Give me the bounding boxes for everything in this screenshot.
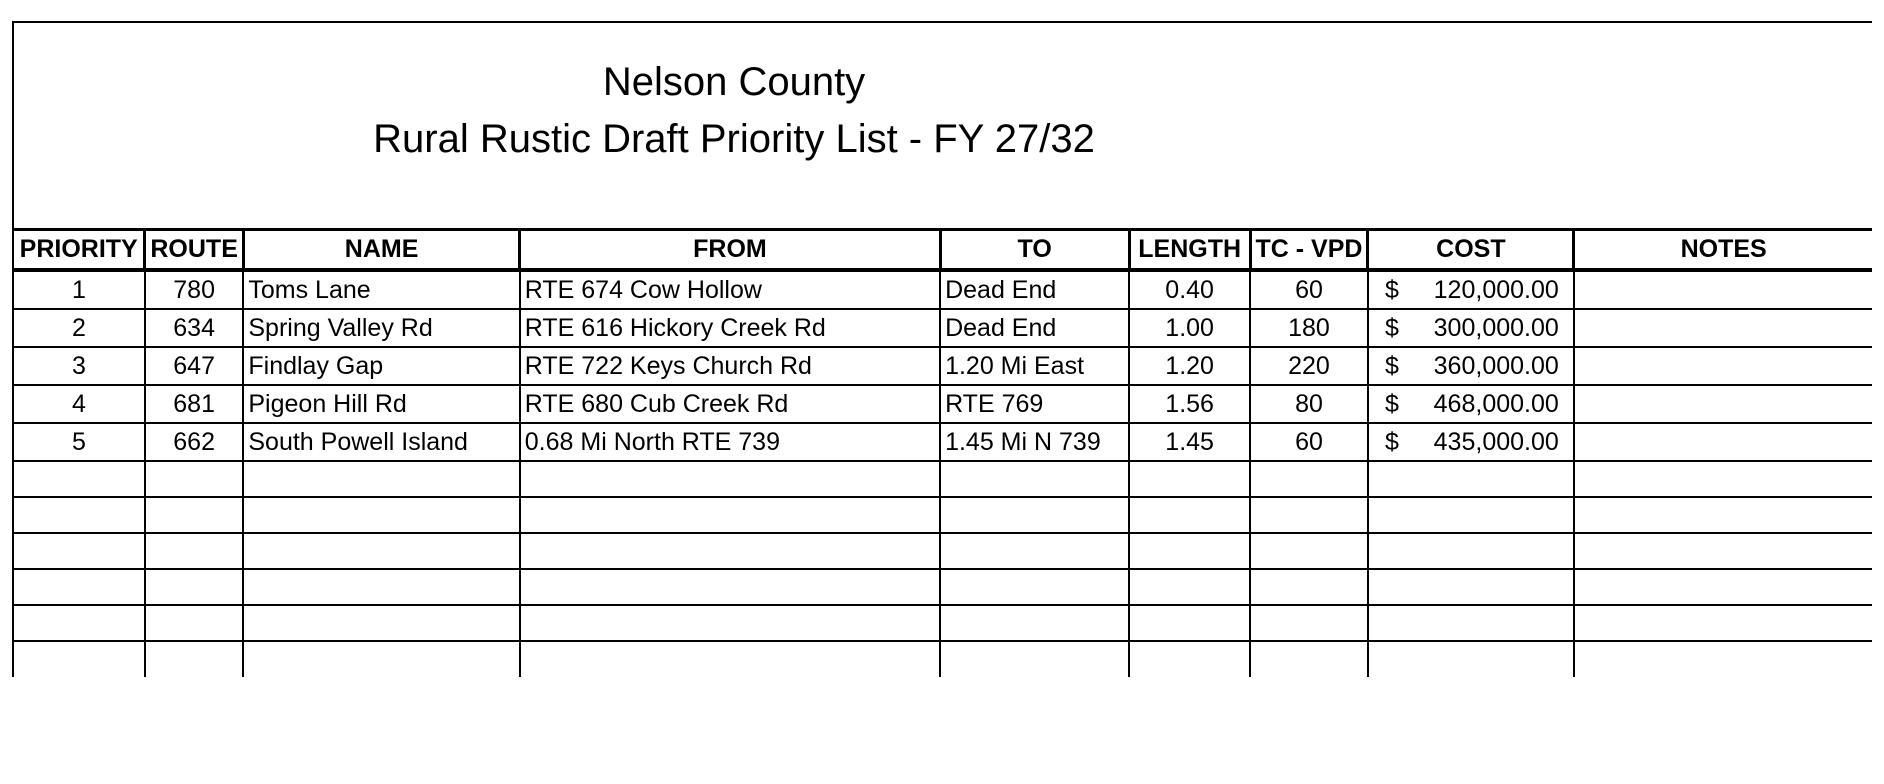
cost-currency-symbol: $ bbox=[1384, 313, 1399, 342]
priority-table bbox=[14, 228, 1872, 677]
cell-name: South Powell Island bbox=[243, 423, 519, 461]
empty-table-row bbox=[14, 497, 1872, 533]
cost-currency-symbol: $ bbox=[1384, 351, 1399, 380]
cost-currency-symbol: $ bbox=[1384, 427, 1399, 456]
table-row bbox=[14, 423, 1872, 461]
cell-to: 1.20 Mi East bbox=[940, 347, 1129, 385]
cell-name: Toms Lane bbox=[243, 270, 519, 309]
cell-notes-empty bbox=[1574, 641, 1872, 677]
list-title: Rural Rustic Draft Priority List - FY 27/32 bbox=[373, 117, 1095, 161]
header-name: NAME bbox=[243, 230, 519, 270]
cell-tc-vpd-empty bbox=[1250, 605, 1368, 641]
cost-amount: 435,000.00 bbox=[1433, 427, 1559, 456]
cell-tc-vpd-empty bbox=[1250, 497, 1368, 533]
header-route: ROUTE bbox=[145, 230, 244, 270]
cell-notes bbox=[1574, 347, 1872, 385]
cell-cost bbox=[1368, 347, 1574, 385]
cost-amount: 360,000.00 bbox=[1433, 351, 1559, 380]
cell-to: Dead End bbox=[940, 270, 1129, 309]
cell-cost-empty bbox=[1368, 497, 1574, 533]
table-body bbox=[14, 270, 1872, 677]
cell-priority: 3 bbox=[14, 347, 145, 385]
cell-route-empty bbox=[145, 497, 244, 533]
cell-notes-empty bbox=[1574, 533, 1872, 569]
cell-cost-empty bbox=[1368, 641, 1574, 677]
cell-to: RTE 769 bbox=[940, 385, 1129, 423]
spreadsheet-page bbox=[12, 21, 1872, 677]
cell-from-empty bbox=[520, 461, 940, 497]
cell-tc-vpd: 220 bbox=[1250, 347, 1368, 385]
cell-tc-vpd: 60 bbox=[1250, 423, 1368, 461]
cell-length: 1.00 bbox=[1129, 309, 1250, 347]
cell-route: 647 bbox=[145, 347, 244, 385]
cell-route-empty bbox=[145, 569, 244, 605]
table-row bbox=[14, 309, 1872, 347]
cell-priority: 4 bbox=[14, 385, 145, 423]
cell-cost bbox=[1368, 309, 1574, 347]
cell-length-empty bbox=[1129, 605, 1250, 641]
cell-notes-empty bbox=[1574, 497, 1872, 533]
cell-notes bbox=[1574, 270, 1872, 309]
empty-table-row bbox=[14, 569, 1872, 605]
cell-to-empty bbox=[940, 533, 1129, 569]
table-row bbox=[14, 270, 1872, 309]
cell-tc-vpd: 60 bbox=[1250, 270, 1368, 309]
cell-length: 1.45 bbox=[1129, 423, 1250, 461]
cell-notes bbox=[1574, 423, 1872, 461]
cell-tc-vpd-empty bbox=[1250, 461, 1368, 497]
cell-from: 0.68 Mi North RTE 739 bbox=[520, 423, 940, 461]
cell-length: 0.40 bbox=[1129, 270, 1250, 309]
cell-tc-vpd: 180 bbox=[1250, 309, 1368, 347]
cell-notes bbox=[1574, 385, 1872, 423]
cell-route-empty bbox=[145, 605, 244, 641]
cost-currency-symbol: $ bbox=[1384, 389, 1399, 418]
header-from: FROM bbox=[520, 230, 940, 270]
cell-route: 662 bbox=[145, 423, 244, 461]
cost-amount: 120,000.00 bbox=[1433, 275, 1559, 304]
cell-to-empty bbox=[940, 641, 1129, 677]
cell-priority-empty bbox=[14, 641, 145, 677]
cell-name-empty bbox=[243, 641, 519, 677]
cell-cost-empty bbox=[1368, 533, 1574, 569]
cell-route-empty bbox=[145, 461, 244, 497]
header-to: TO bbox=[940, 230, 1129, 270]
cost-currency-symbol: $ bbox=[1384, 275, 1399, 304]
cell-tc-vpd-empty bbox=[1250, 533, 1368, 569]
header-priority: PRIORITY bbox=[14, 230, 145, 270]
cell-notes-empty bbox=[1574, 461, 1872, 497]
cost-amount: 468,000.00 bbox=[1433, 389, 1559, 418]
cell-to-empty bbox=[940, 569, 1129, 605]
cell-length: 1.20 bbox=[1129, 347, 1250, 385]
cell-priority: 5 bbox=[14, 423, 145, 461]
cell-cost bbox=[1368, 385, 1574, 423]
cell-name: Spring Valley Rd bbox=[243, 309, 519, 347]
cell-from-empty bbox=[520, 641, 940, 677]
cell-route: 681 bbox=[145, 385, 244, 423]
cost-amount: 300,000.00 bbox=[1433, 313, 1559, 342]
header-cost: COST bbox=[1368, 230, 1574, 270]
cell-priority-empty bbox=[14, 569, 145, 605]
cell-route: 634 bbox=[145, 309, 244, 347]
cell-tc-vpd-empty bbox=[1250, 641, 1368, 677]
cell-name: Pigeon Hill Rd bbox=[243, 385, 519, 423]
cell-length: 1.56 bbox=[1129, 385, 1250, 423]
cell-from-empty bbox=[520, 533, 940, 569]
cell-tc-vpd: 80 bbox=[1250, 385, 1368, 423]
cell-route-empty bbox=[145, 641, 244, 677]
cell-route: 780 bbox=[145, 270, 244, 309]
cell-notes bbox=[1574, 309, 1872, 347]
cell-name-empty bbox=[243, 605, 519, 641]
cell-priority-empty bbox=[14, 605, 145, 641]
empty-table-row bbox=[14, 461, 1872, 497]
header-notes: NOTES bbox=[1574, 230, 1872, 270]
cell-from-empty bbox=[520, 605, 940, 641]
table-row bbox=[14, 385, 1872, 423]
cell-length-empty bbox=[1129, 461, 1250, 497]
cell-to-empty bbox=[940, 497, 1129, 533]
cell-name-empty bbox=[243, 497, 519, 533]
cell-priority-empty bbox=[14, 533, 145, 569]
cell-priority-empty bbox=[14, 497, 145, 533]
cell-to: Dead End bbox=[940, 309, 1129, 347]
cell-from: RTE 616 Hickory Creek Rd bbox=[520, 309, 940, 347]
cell-cost-empty bbox=[1368, 461, 1574, 497]
cell-length-empty bbox=[1129, 533, 1250, 569]
cell-cost-empty bbox=[1368, 569, 1574, 605]
cell-cost-empty bbox=[1368, 605, 1574, 641]
cell-length-empty bbox=[1129, 497, 1250, 533]
cell-from-empty bbox=[520, 569, 940, 605]
header-length: LENGTH bbox=[1129, 230, 1250, 270]
cell-from: RTE 680 Cub Creek Rd bbox=[520, 385, 940, 423]
cell-from: RTE 722 Keys Church Rd bbox=[520, 347, 940, 385]
cell-name-empty bbox=[243, 461, 519, 497]
empty-table-row bbox=[14, 641, 1872, 677]
cell-name-empty bbox=[243, 533, 519, 569]
county-title: Nelson County bbox=[602, 60, 866, 104]
cell-cost bbox=[1368, 270, 1574, 309]
cell-to-empty bbox=[940, 461, 1129, 497]
cell-priority-empty bbox=[14, 461, 145, 497]
table-row bbox=[14, 347, 1872, 385]
cell-to-empty bbox=[940, 605, 1129, 641]
cell-tc-vpd-empty bbox=[1250, 569, 1368, 605]
empty-table-row bbox=[14, 533, 1872, 569]
cell-name-empty bbox=[243, 569, 519, 605]
cell-length-empty bbox=[1129, 569, 1250, 605]
cell-notes-empty bbox=[1574, 569, 1872, 605]
cell-from-empty bbox=[520, 497, 940, 533]
cell-cost bbox=[1368, 423, 1574, 461]
header-row bbox=[14, 230, 1872, 270]
cell-priority: 2 bbox=[14, 309, 145, 347]
cell-from: RTE 674 Cow Hollow bbox=[520, 270, 940, 309]
cell-name: Findlay Gap bbox=[243, 347, 519, 385]
header-tc-vpd: TC - VPD bbox=[1250, 230, 1368, 270]
cell-route-empty bbox=[145, 533, 244, 569]
cell-notes-empty bbox=[1574, 605, 1872, 641]
cell-priority: 1 bbox=[14, 270, 145, 309]
empty-table-row bbox=[14, 605, 1872, 641]
cell-to: 1.45 Mi N 739 bbox=[940, 423, 1129, 461]
cell-length-empty bbox=[1129, 641, 1250, 677]
